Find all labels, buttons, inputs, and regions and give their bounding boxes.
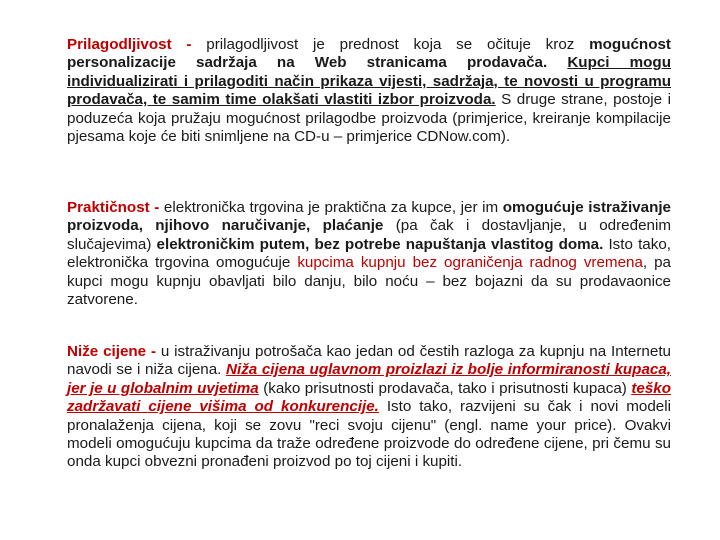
paragraph-prilagodljivost <box>67 36 671 146</box>
text-segment: S druge strane, postoje i poduzeća koja pružaju mogućnost prilagodbe proizvoda (primjerice, kreiranje kompilacije pjesama koje će biti snimljene na CD-u – primjerice CDNow.com). <box>67 91 671 146</box>
text-segment: (pa čak i dostavljanje, u određenim slučajevima) <box>67 217 671 253</box>
red-italic-underlined-segment: teško zadržavati cijene višima od konkurencije. <box>67 379 671 416</box>
bold-segment: omogućuje istraživanje proizvoda, njihovo naručivanje, plaćanje <box>67 199 672 235</box>
text-segment: (kako prisutnosti prodavača, tako i prisutnosti kupaca) <box>258 379 632 397</box>
red-italic-underlined-segment: Niža cijena uglavnom proizlazi iz bolje informiranosti kupaca, jer je u globalnim uvjetima <box>67 361 672 397</box>
text-segment: u istraživanju potrošača kao jedan od čestih razloga za kupnju na Internetu navodi se i niža cijena. <box>67 343 671 379</box>
text-segment: prilagodljivost je prednost koja se očituje kroz <box>206 36 590 53</box>
underlined-bold-segment: Kupci mogu individualizirati i prilagoditi način prikaza vijesti, sadržaja, te novosti u programu prodavača, te samim time olakšati vlastiti izbor proizvoda. <box>67 54 671 109</box>
term-nize-cijene: Niže cijene - <box>67 343 161 360</box>
paragraph-nize-cijene <box>67 343 671 472</box>
term-prakticnost: Praktičnost - <box>67 199 164 216</box>
text-segment: , pa kupci mogu kupnju obavljati bilo danju, bilo noću – bez bojazni da su prodavaonice zatvorene. <box>67 254 671 309</box>
text-segment: Isto tako, elektronička trgovina omogućuje <box>67 235 671 272</box>
text-segment: Isto tako, razvijeni su čak i novi modeli pronalaženja cijena, koji se zovu "reci svoju cijenu" (engl. name your price). Ovakvi modeli omogućuju kupcima da traže određene proizvode do određene cijene, pri čemu su onda kupci obvezni pronađeni proizvod po toj cijeni i kupiti. <box>67 398 671 471</box>
bold-segment: elektroničkim putem, bez potrebe napuštanja vlastitog doma. <box>156 235 604 253</box>
bold-segment: mogućnost personalizacije sadržaja na Web stranicama prodavača. <box>67 36 671 72</box>
term-prilagodljivost: Prilagodljivost - <box>67 36 207 53</box>
text-segment: elektronička trgovina je praktična za kupce, jer im <box>163 199 503 216</box>
red-segment: kupcima kupnju bez ograničenja radnog vremena <box>297 254 643 272</box>
text-segment <box>547 54 567 71</box>
paragraph-prakticnost <box>67 199 671 309</box>
